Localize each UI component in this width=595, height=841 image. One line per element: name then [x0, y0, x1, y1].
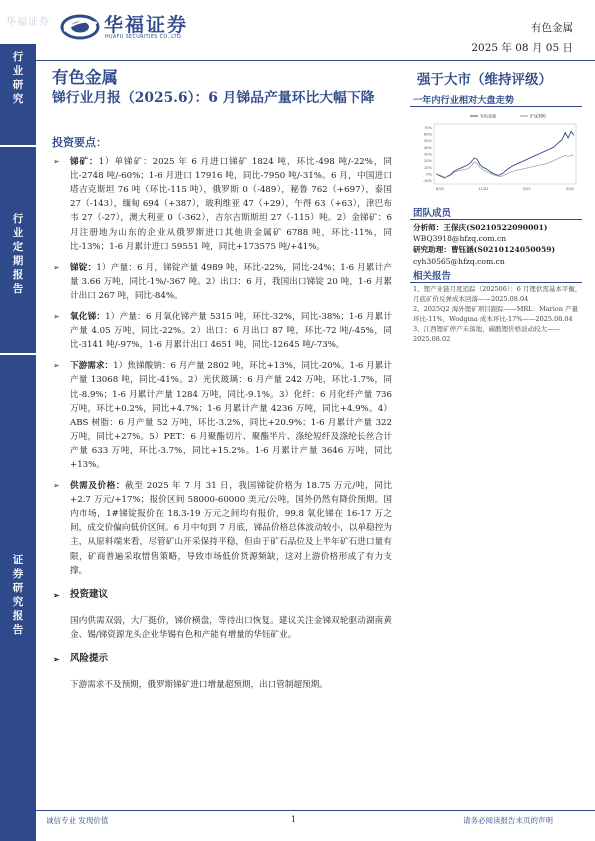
point-label: 下游需求：: [70, 361, 114, 372]
investment-advice-text: 国内供需双弱，大厂挺价，锑价横盘，等待出口恢复。建议关注金锑双轮驱动湖南黄金、锡/锑资源龙头企业华锡有色和产能有增量的华钰矿业。: [70, 615, 392, 640]
sidebar-char: 究: [12, 93, 24, 105]
point-text: 1）产量：6 月氧化锑产量 5315 吨，环比-32%，同比-38%；1-6 月累计产量 4.05 万吨，同比-22%。2）出口：6 月出口 87 吨，环比-72 吨/-45%，同比-3141 吨/-97%，1-6 月累计出口 4651 吨，同比-12645 吨/-73%。: [70, 312, 392, 351]
sidebar-divider: [0, 145, 36, 147]
company-logo-icon: [60, 14, 100, 40]
point-paragraph: [52, 310, 392, 352]
y-tick-label: 50%: [424, 139, 432, 144]
point-paragraph: [52, 261, 392, 303]
team-divider: [410, 219, 582, 220]
y-tick-label: 40%: [424, 145, 432, 150]
y-tick-label: 10%: [424, 165, 432, 170]
point-paragraph: [52, 155, 392, 254]
sidebar-char: 券: [12, 568, 24, 580]
sidebar-char: 报: [12, 269, 24, 281]
point-text: 截至 2025 年 7 月 31 日，我国锑锭价格为 18.75 万元/吨，同比+2.7 万元/+17%；报价区间 58000-60000 美元/公吨，国外仍然有降价预期。国内市场，1#锑锭报价在 18.3-19 万元之间均有报价，99.8 氧化锑在 16-17 万之间，成交价偏向低价区间。6 月中旬到 7 月底，锑品价格总体波动较小，以单稳控为主，从原料端来看，尽管矿山开采保持平稳，但由于矿石品位及上半年矿石进口量有限，矿商普遍采取惜售策略，导致市场低价货源频缺，这对上游价格形成了有力支撑。: [70, 481, 392, 576]
sidebar-char: 证: [12, 554, 24, 566]
team-member: [413, 222, 585, 233]
team-title: 团队成员: [413, 208, 452, 219]
x-tick-label: 8/02: [435, 187, 445, 191]
member-role: 研究助理：: [413, 245, 451, 255]
sidebar-char: 行: [12, 51, 24, 63]
watermark: 华福证券: [6, 17, 50, 28]
sidebar-char: 究: [12, 596, 24, 608]
y-tick-label: 70%: [424, 125, 432, 130]
page-number: 1: [291, 815, 297, 824]
chart-title-divider: [410, 106, 582, 107]
investment-advice-title: [52, 588, 392, 602]
sidebar-char: 业: [12, 65, 24, 77]
arrow-bullet-icon: ➢: [53, 312, 60, 322]
point-paragraph: [52, 479, 392, 578]
member-name: 曹钰涵(S0210124050059): [450, 245, 556, 255]
sidebar-char: 研: [12, 79, 24, 91]
footer-slogan: 诚信专业 发现价值: [46, 816, 109, 825]
point-label: 氧化锑：: [70, 312, 106, 323]
arrow-bullet-icon: ➢: [53, 481, 60, 491]
point-text: 1）产量：6 月，锑锭产量 4989 吨，环比-22%，同比-24%；1-6 月累计产量 3.66 万吨，同比-1%/-367 吨。2）出口：6 月，我国出口锑锭 20 吨，1-6 月累计出口 267 吨，同比-84%。: [70, 262, 392, 301]
left-sidebar: [0, 44, 36, 841]
team-list: [413, 222, 585, 267]
point-label: 锑锭：: [70, 262, 97, 273]
y-tick-label: 30%: [424, 152, 432, 157]
section-title-text: 风险提示: [70, 653, 109, 664]
main-content: [52, 136, 392, 698]
sidebar-char: 定: [12, 241, 24, 253]
legend-label: 有色金属: [480, 113, 496, 119]
legend-label: 沪深300: [530, 113, 546, 119]
arrow-bullet-icon: ➢: [53, 262, 60, 272]
y-tick-label: 20%: [424, 159, 432, 164]
related-report-item[interactable]: 3、江西锂矿停产未落地，碳酸锂价格波动较大——2025.08.02: [413, 325, 561, 343]
rating: 强于大市（维持评级）: [417, 72, 552, 88]
x-tick-label: 11/02: [478, 187, 489, 191]
sidebar-section-securities-report: [0, 553, 36, 637]
related-report-item[interactable]: 2、2025Q2 海外锂矿项目跟踪——MRL：Marion 产量环比-11%，Wodgina 成本环比-17%——2025.08.04: [413, 305, 578, 323]
point-text: 1）单锑矿：2025 年 6 月进口锑矿 1824 吨，环比-498 吨/-22%，同比-2748 吨/-60%；1-6 月进口 17916 吨，同比-7950 吨/-31%。6 月，中国进口塔吉克斯坦 76 吨（环比-115 吨），俄罗斯 0（-489），秘鲁 762（+697），泰国 27（-143），缅甸 694（+387），玻利维亚 47（+29），午得 63（+63），津巴布韦 27（-27），澳大利亚 0（-362），吉尔吉斯斯坦 27（-115）吨。2）金锑矿：6 月注册地为山东的企业从俄罗斯进口其他贵金属矿 6788 吨，环比-11%，同比-13%；1-6 月累计进口 59551 吨，同比+173575 吨/+41%。: [70, 157, 392, 252]
report-title: 锑行业月报（2025.6）：6 月锑品产量环比大幅下降: [52, 90, 375, 106]
y-tick-label: -10%: [422, 179, 432, 184]
related-reports-list: [413, 285, 583, 345]
arrow-bullet-icon: ➢: [53, 157, 60, 167]
sidebar-char: 报: [12, 610, 24, 622]
series-line-1: [436, 155, 574, 177]
x-tick-label: 2/02: [522, 187, 531, 191]
sidebar-section-periodic-report: [0, 212, 36, 296]
header-date: 2025 年 08 月 05 日: [471, 42, 573, 54]
arrow-bullet-icon: ➢: [53, 361, 60, 371]
investment-points-title: 投资要点：: [52, 136, 107, 149]
sidebar-char: 告: [12, 283, 24, 295]
chart-title: 一年内行业相对大盘走势: [413, 95, 515, 106]
point-label: 锑矿：: [70, 157, 99, 168]
y-tick-label: 60%: [424, 132, 432, 137]
footer-divider: [36, 810, 595, 811]
footer-disclaimer: 请务必阅读报告末页的声明: [463, 816, 553, 825]
sidebar-divider: [0, 353, 36, 355]
arrow-bullet-icon: ➢: [53, 589, 60, 600]
related-reports-title: 相关报告: [413, 271, 452, 282]
logo-text: 华福证券: [104, 14, 189, 36]
sidebar-char: 行: [12, 213, 24, 225]
sidebar-char: 研: [12, 582, 24, 594]
related-report-item[interactable]: 1、锂产业链月度追踪（202506）：6 月锂供需基本平衡，月底矿价反弹成本回落——2025.08.04: [413, 285, 582, 303]
point-text: 1）焦锑酸钠：6 月产量 2802 吨，环比+13%，同比-20%。1-6 月累计产量 13068 吨，同比-41%。2）光伏玻璃：6 月产量 242 万吨，环比-1.7%，同比-8.9%；1-6 月累计产量 1284 万吨，同比-9.1%。3）化纤：6 月化纤产量 736 万吨，环比+0.2%，同比+4.7%；1-6 月累计产量 4236 万吨，同比+4.9%。4）ABS 树脂：6 月产量 52 万吨，环比-3.2%，同比+20.9%；1-6 月累计产量 322 万吨，同比+27%。5）PET：6 月聚酯切片、聚酯半片、涤纶短纤及涤纶长丝合计产量 633 万吨，环比-3.7%，同比+15.2%。1-6 月累计产量 3646 万吨，同比+13%。: [70, 361, 392, 470]
industry-title: 有色金属: [52, 68, 118, 87]
point-label: 供需及价格：: [70, 481, 126, 492]
member-name: 王保庆(S0210522090001): [443, 223, 548, 232]
x-tick-label: 5/02: [565, 187, 575, 191]
point-paragraph: [52, 359, 392, 472]
risk-text: 下游需求不及预期，俄罗斯锑矿进口增量超预期，出口管制超预期。: [70, 680, 328, 691]
sidebar-char: 期: [12, 255, 24, 267]
relative-performance-chart: [410, 108, 582, 196]
related-divider: [410, 282, 582, 283]
risk-title: [52, 652, 392, 666]
logo-english-text: HUAFU SECURITIES CO.,LTD.: [105, 35, 183, 40]
member-email[interactable]: cyh30565@hfzq.com.cn: [413, 256, 505, 266]
y-tick-label: 0%: [426, 172, 432, 177]
team-member: [413, 244, 585, 255]
sidebar-char: 业: [12, 227, 24, 239]
sidebar-section-industry-research: [0, 50, 36, 106]
header-industry: 有色金属: [531, 22, 573, 34]
header-divider: [36, 60, 595, 61]
sidebar-char: 告: [12, 624, 24, 636]
arrow-bullet-icon: ➢: [53, 654, 60, 664]
member-role: 分析师：: [413, 223, 444, 232]
section-title-text: 投资建议: [70, 588, 109, 600]
member-email[interactable]: WBQ3918@hfzq.com.cn: [413, 234, 507, 244]
